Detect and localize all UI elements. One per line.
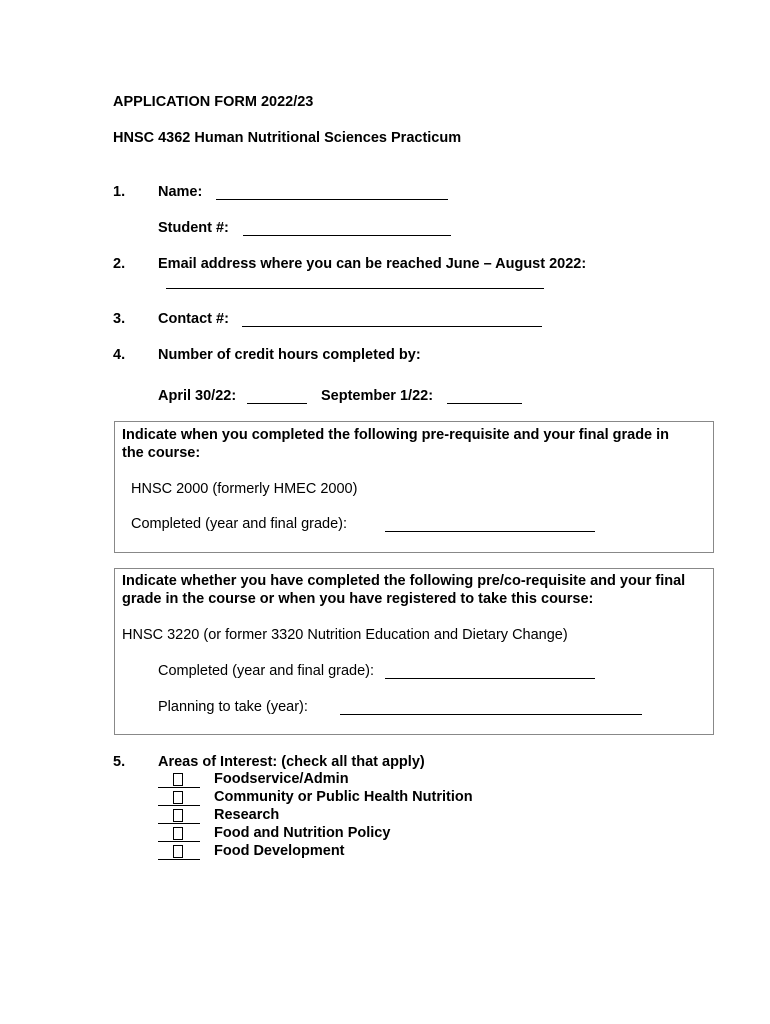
student-number-label: Student #: — [158, 220, 229, 236]
september-credit-field[interactable] — [447, 389, 522, 404]
student-number-field[interactable] — [243, 221, 451, 236]
checkbox-slot[interactable] — [158, 771, 200, 788]
contact-field[interactable] — [242, 312, 542, 327]
april-label: April 30/22: — [158, 388, 237, 404]
checkbox-icon[interactable] — [173, 845, 183, 858]
q2-number: 2. — [113, 256, 126, 272]
q4-number: 4. — [113, 347, 126, 363]
form-title: APPLICATION FORM 2022/23 — [113, 94, 314, 110]
prerequisite-instruction-line1: Indicate when you completed the following pre-requisite and your final grade in — [122, 427, 670, 443]
interest-option-label: Food Development — [214, 843, 345, 859]
q1-number: 1. — [113, 184, 126, 200]
prerequisite-completed-field[interactable] — [385, 517, 595, 532]
prerequisite-completed-label: Completed (year and final grade): — [131, 516, 348, 532]
checkbox-slot[interactable] — [158, 843, 200, 860]
prerequisite-instruction-line2: the course: — [122, 445, 201, 461]
planning-field[interactable] — [340, 700, 642, 715]
contact-label: Contact #: — [158, 311, 229, 327]
email-label: Email address where you can be reached June – August 2022: — [158, 256, 587, 272]
course-title: HNSC 4362 Human Nutritional Sciences Practicum — [113, 130, 462, 146]
prerequisite-course: HNSC 2000 (formerly HMEC 2000) — [131, 481, 358, 497]
checkbox-slot[interactable] — [158, 807, 200, 824]
email-field[interactable] — [166, 274, 544, 289]
april-credit-field[interactable] — [247, 389, 307, 404]
name-label: Name: — [158, 184, 203, 200]
interest-option-label: Community or Public Health Nutrition — [214, 789, 473, 805]
credit-hours-label: Number of credit hours completed by: — [158, 347, 421, 363]
corequisite-instruction-line1: Indicate whether you have completed the following pre/co-requisite and your final — [122, 573, 686, 589]
corequisite-course: HNSC 3220 (or former 3320 Nutrition Education and Dietary Change) — [122, 627, 568, 643]
interest-option-label: Food and Nutrition Policy — [214, 825, 391, 841]
q3-number: 3. — [113, 311, 126, 327]
name-field[interactable] — [216, 185, 448, 200]
corequisite-instruction-line2: grade in the course or when you have registered to take this course: — [122, 591, 594, 607]
checkbox-icon[interactable] — [173, 809, 183, 822]
interest-option-label: Research — [214, 807, 280, 823]
checkbox-slot[interactable] — [158, 825, 200, 842]
september-label: September 1/22: — [321, 388, 434, 404]
interest-option-label: Foodservice/Admin — [214, 771, 349, 787]
areas-of-interest-label: Areas of Interest: (check all that apply) — [158, 754, 425, 770]
corequisite-completed-field[interactable] — [385, 664, 595, 679]
checkbox-slot[interactable] — [158, 789, 200, 806]
checkbox-icon[interactable] — [173, 827, 183, 840]
q5-number: 5. — [113, 754, 126, 770]
planning-label: Planning to take (year): — [158, 699, 308, 715]
corequisite-completed-label: Completed (year and final grade): — [158, 663, 375, 679]
checkbox-icon[interactable] — [173, 791, 183, 804]
checkbox-icon[interactable] — [173, 773, 183, 786]
